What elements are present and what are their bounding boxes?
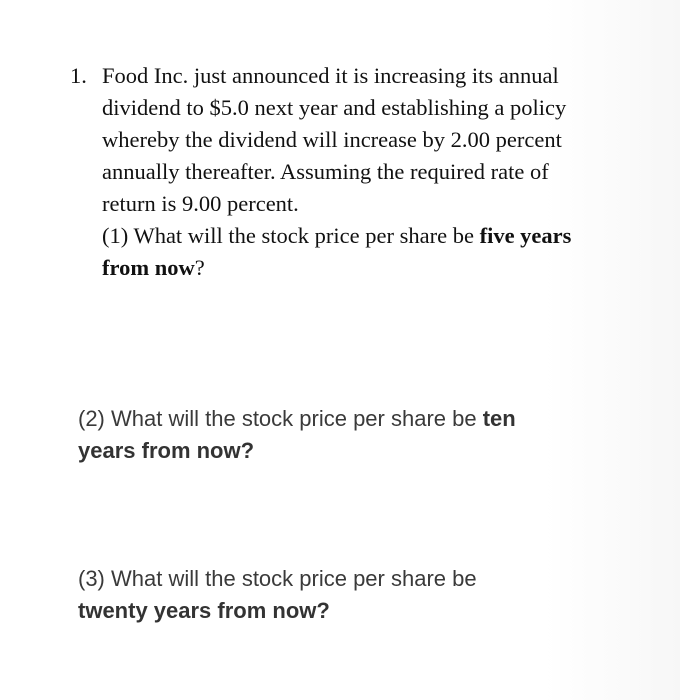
question-1-line-1: Food Inc. just announced it is increasing its annual bbox=[102, 63, 559, 88]
question-1-part-1-emphasis-b: from now bbox=[102, 255, 195, 280]
question-1 bbox=[70, 60, 650, 284]
question-1-number: 1. bbox=[70, 63, 87, 88]
question-2-prefix: (2) What will the stock price per share be bbox=[78, 406, 483, 431]
question-1-line-2: dividend to $5.0 next year and establishing a policy bbox=[102, 95, 567, 120]
question-3 bbox=[78, 563, 638, 627]
question-1-part-1-line-2 bbox=[102, 252, 650, 284]
question-1-part-1-emphasis-a: five years bbox=[479, 223, 572, 248]
question-2 bbox=[78, 403, 638, 467]
question-2-emphasis-a: ten bbox=[482, 406, 516, 431]
question-1-part-1-suffix: ? bbox=[194, 255, 205, 280]
question-3-emphasis: twenty years from now? bbox=[78, 598, 330, 623]
question-1-line-3: whereby the dividend will increase by 2.00 percent bbox=[102, 127, 562, 152]
question-2-line-1 bbox=[78, 403, 638, 435]
question-1-line-4: annually thereafter. Assuming the required rate of bbox=[102, 159, 549, 184]
question-1-body bbox=[102, 60, 650, 284]
question-2-emphasis-b: years from now? bbox=[78, 438, 255, 463]
question-1-line-5: return is 9.00 percent. bbox=[102, 191, 299, 216]
question-1-part-1-line-1 bbox=[102, 220, 650, 252]
question-1-part-1-prefix: (1) What will the stock price per share be bbox=[102, 223, 480, 248]
question-3-line-1: (3) What will the stock price per share be bbox=[78, 566, 477, 591]
